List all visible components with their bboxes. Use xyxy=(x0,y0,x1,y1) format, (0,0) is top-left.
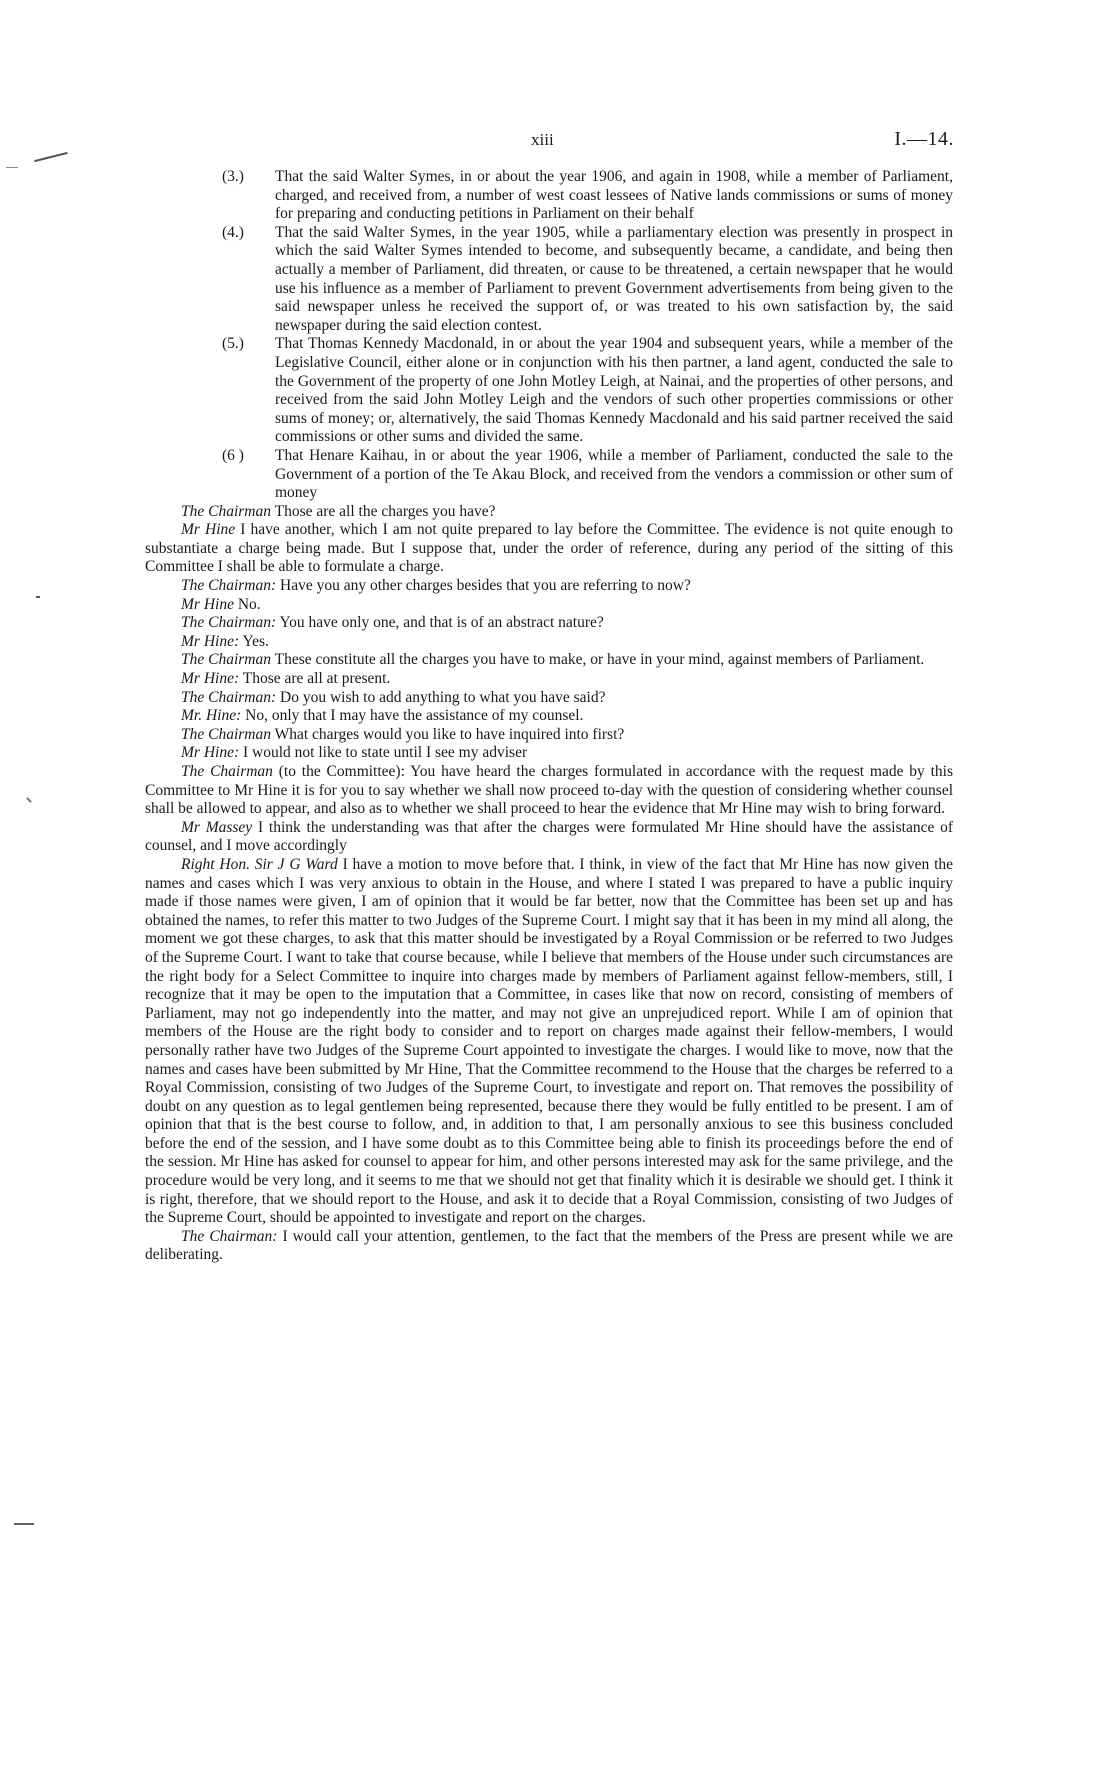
dialogue-paragraph xyxy=(145,503,953,522)
charge-number: (6 ) xyxy=(222,446,244,464)
dialogue-paragraph xyxy=(145,856,953,1228)
speech-text: These constitute all the charges you have to make, or have in your mind, against members of Parliament. xyxy=(274,651,925,669)
dialogue-paragraph xyxy=(145,726,953,745)
speech-text: (to the Committee): You have heard the charges formulated in accordance with the request made by this Committee to Mr Hine it is for you to say whether we shall now proceed to-day with the question of considering whether counsel shall be allowed to appear, and also as to whether we shall proceed to hear the evidence that Mr Hine may wish to bring forward. xyxy=(145,763,954,818)
speaker-name: Mr Massey xyxy=(181,818,253,836)
speaker-name: The Chairman xyxy=(181,651,271,669)
dialogue-paragraph xyxy=(145,670,953,689)
charge-item xyxy=(145,335,953,447)
dialogue-paragraph xyxy=(145,521,953,577)
speech-text: You have only one, and that is of an abstract nature? xyxy=(279,614,604,632)
charge-number: (3.) xyxy=(222,168,244,185)
speech-text: What charges would you like to have inquired into first? xyxy=(274,725,625,743)
speaker-name: The Chairman xyxy=(181,725,271,743)
dialogue-paragraph xyxy=(145,577,953,596)
speech-text: I would call your attention, gentlemen, to the fact that the members of the Press are present while we are deliberating. xyxy=(145,1227,953,1264)
dialogue-paragraph xyxy=(145,744,953,763)
speech-text: I think the understanding was that after the charges were formulated Mr Hine should have the assistance of counsel, and I move accordingly xyxy=(145,818,953,855)
speech-text: I have a motion to move before that. I think, in view of the fact that Mr Hine has now given the names and cases which I was very anxious to obtain in the House, and where I stated I was prepared to have a public inquiry made if those names were given, I am of opinion that it would be far better, now that the Committee has been set up and has obtained the names, to refer this matter to two Judges of the Supreme Court. I might say that it has been in my mind all along, the moment we got these charges, to ask that this matter should be investigated by a Royal Commission or be referred to two Judges of the Supreme Court. I want to take that course because, while I believe that members of the House under such circumstances are the right body for a Select Committee to inquire into charges made by members of Parliament against fellow-members, still, I recognize that it may be open to the imputation that a Committee, in cases like that now on record, consisting of members of Parliament, may not go independently into the matter, and may not give an unprejudiced report. While I am of opinion that members of the House are the right body to consider and to report on charges made against their fellow-members, I would personally rather have two Judges of the Supreme Court appointed to investigate the charges. I would like to move, now that the names and cases have been submitted by Mr Hine, That the Committee recommend to the House that the charges be referred to a Royal Commission, consisting of two Judges of the Supreme Court, to investigate and report on. That removes the possibility of doubt on any question as to legal gentlemen being represented, because there they would be fully entitled to be present. I am of opinion that that is the best course to follow, and, in addition to that, I am personally anxious to see this business concluded before the end of the session, and I have some doubt as to this Committee being able to finish its proceedings before the end of the session. Mr Hine has asked for counsel to appear for him, and other persons interested may ask for the same privilege, and the procedure would be very long, and it seems to me that we should not get that finality which it is desirable we should get. I think it is right, therefore, that we should report to the House, and ask it to decide that a Royal Commission, consisting of two Judges of the Supreme Court, should be appointed to investigate and report on the charges. xyxy=(145,855,954,1227)
dialogue-paragraph xyxy=(145,651,953,670)
speaker-name: The Chairman: xyxy=(181,688,277,706)
speech-text: Those are all the charges you have? xyxy=(274,502,496,520)
scan-mark xyxy=(6,167,18,168)
charge-number: (5.) xyxy=(222,335,244,353)
body-text xyxy=(145,168,953,1265)
document-reference: I.—14. xyxy=(894,128,954,150)
dialogue-paragraph xyxy=(145,1228,953,1265)
speech-text: I would not like to state until I see my adviser xyxy=(243,744,528,762)
speaker-name: Mr Hine xyxy=(181,595,234,613)
charge-number: (4.) xyxy=(222,223,244,241)
scan-mark xyxy=(36,596,40,598)
dialogue-paragraph xyxy=(145,707,953,726)
speech-text: No. xyxy=(237,595,261,613)
charge-text: That the said Walter Symes, in or about the year 1906, and again in 1908, while a member of Parliament, charged, and received from, a number of west coast lessees of Native lands commissions or sums of money for preparing and conducting petitions in Parliament on their behalf xyxy=(275,168,953,223)
speech-text: Have you any other charges besides that you are referring to now? xyxy=(280,577,691,595)
speaker-name: Mr. Hine: xyxy=(181,707,242,725)
speaker-name: Mr Hine: xyxy=(181,744,240,762)
charge-item xyxy=(145,224,953,336)
speaker-name: The Chairman xyxy=(181,763,273,780)
dialogue-paragraph xyxy=(145,633,953,652)
speaker-name: The Chairman: xyxy=(181,614,277,632)
speech-text: I have another, which I am not quite prepared to lay before the Committee. The evidence is not quite enough to substantiate a charge being made. But I suppose that, under the order of reference, during any period of the sitting of this Committee I shall be able to formulate a charge. xyxy=(145,521,954,576)
charge-text: That Henare Kaihau, in or about the year 1906, while a member of Parliament, conducted the sale to the Government of a portion of the Te Akau Block, and received from the vendors a commission or other sum of money xyxy=(275,446,953,502)
speaker-name: Mr Hine: xyxy=(181,632,240,650)
charge-text: That Thomas Kennedy Macdonald, in or about the year 1904 and subsequent years, while a member of the Legislative Council, either alone or in conjunction with his then partner, a land agent, conducted the sale to the Government of the property of one John Motley Leigh, at Nainai, and the properties of other persons, and received from the said John Motley Leigh and the vendors of such other properties commissions or other sums of money; or, alternatively, the said Thomas Kennedy Macdonald and his said partner received the said commissions or other sums and divided the same. xyxy=(275,335,953,446)
dialogue-paragraph xyxy=(145,819,953,856)
charge-item xyxy=(145,168,953,224)
charges-list xyxy=(145,168,953,503)
page-number: xiii xyxy=(531,130,554,149)
page-header xyxy=(0,130,1114,154)
speaker-name: The Chairman xyxy=(181,502,271,520)
speech-text: Do you wish to add anything to what you have said? xyxy=(280,688,606,706)
charge-text: That the said Walter Symes, in the year 1905, while a parliamentary election was presently in prospect in which the said Walter Symes intended to become, and subsequently became, a candidate, and being then actually a member of Parliament, did threaten, or cause to be threatened, a certain newspaper that he would use his influence as a member of Parliament to prevent Government advertisements from being given to the said newspaper unless he received the support of, or was treated to his own satisfaction by, the said newspaper during the said election contest. xyxy=(275,223,953,334)
dialogue-paragraph xyxy=(145,596,953,615)
charge-item xyxy=(145,447,953,503)
dialogue-paragraph xyxy=(145,763,953,819)
speech-text: No, only that I may have the assistance of my counsel. xyxy=(245,707,584,725)
speaker-name: Mr Hine xyxy=(181,521,236,539)
speech-text: Yes. xyxy=(242,632,269,650)
scan-mark xyxy=(26,797,32,803)
dialogue-paragraph xyxy=(145,614,953,633)
speaker-name: Right Hon. Sir J G Ward xyxy=(181,855,338,873)
scan-mark xyxy=(14,1523,34,1525)
speaker-name: The Chairman: xyxy=(181,1227,278,1245)
dialogue-paragraph xyxy=(145,689,953,708)
speaker-name: Mr Hine: xyxy=(181,670,240,688)
speech-text: Those are all at present. xyxy=(242,670,391,688)
speaker-name: The Chairman: xyxy=(181,577,277,595)
